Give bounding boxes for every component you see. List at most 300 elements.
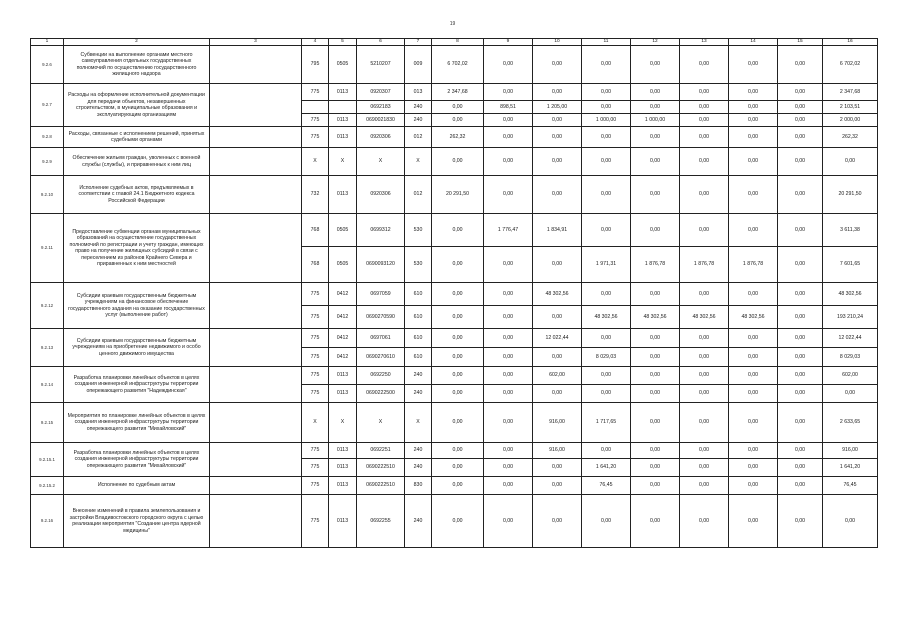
admin-code-cell: 775 bbox=[302, 443, 329, 459]
year-7-cell: 0,00 bbox=[729, 283, 778, 306]
year-1-cell: 0,00 bbox=[432, 367, 484, 385]
row-code: 9.2.8 bbox=[31, 127, 64, 148]
row-description: Исполнение по судебным актам bbox=[64, 477, 210, 495]
year-4-cell: 1 971,31 bbox=[582, 247, 631, 283]
target-code-cell: X bbox=[357, 403, 405, 443]
row-description: Расходы, связанные с исполнением решений, принятых судебными органами bbox=[64, 127, 210, 148]
year-1-cell: 6 702,02 bbox=[432, 46, 484, 84]
year-5-cell: 0,00 bbox=[631, 348, 680, 367]
year-7-cell: 0,00 bbox=[729, 114, 778, 127]
admin-code-cell: 775 bbox=[302, 329, 329, 348]
expense-type-cell: 240 bbox=[405, 101, 432, 114]
row-code: 9.2.14 bbox=[31, 367, 64, 403]
admin-code-cell: 775 bbox=[302, 114, 329, 127]
column-3-cell bbox=[210, 148, 302, 176]
column-3-cell bbox=[210, 477, 302, 495]
year-4-cell: 76,45 bbox=[582, 477, 631, 495]
total-cell: 8 029,03 bbox=[823, 348, 878, 367]
page-number: 19 bbox=[449, 21, 456, 27]
year-7-cell: 0,00 bbox=[729, 127, 778, 148]
year-1-cell: 0,00 bbox=[432, 214, 484, 247]
section-code-cell: 0113 bbox=[329, 367, 357, 385]
year-5-cell: 0,00 bbox=[631, 283, 680, 306]
year-3-cell: 0,00 bbox=[533, 148, 582, 176]
row-code: 9.2.12 bbox=[31, 283, 64, 329]
table-row bbox=[31, 443, 878, 459]
admin-code-cell: 775 bbox=[302, 385, 329, 403]
target-code-cell: 5210207 bbox=[357, 46, 405, 84]
year-1-cell: 0,00 bbox=[432, 495, 484, 548]
expense-type-cell: 012 bbox=[405, 127, 432, 148]
row-code: 9.2.16 bbox=[31, 495, 64, 548]
row-description: Внесение изменений в правила землепользования и застройки Владивостокского городского округа с целью реализации мероприятия "Создание центра ядерной медицины" bbox=[64, 495, 210, 548]
year-8-cell: 0,00 bbox=[778, 459, 823, 477]
year-1-cell: 0,00 bbox=[432, 101, 484, 114]
admin-code-cell: 768 bbox=[302, 214, 329, 247]
year-3-cell: 0,00 bbox=[533, 477, 582, 495]
year-8-cell: 0,00 bbox=[778, 329, 823, 348]
admin-code-cell: 775 bbox=[302, 306, 329, 329]
total-cell: 2 347,68 bbox=[823, 84, 878, 101]
admin-code-cell: 775 bbox=[302, 477, 329, 495]
year-5-cell: 0,00 bbox=[631, 148, 680, 176]
row-code: 9.2.13 bbox=[31, 329, 64, 367]
year-1-cell: 0,00 bbox=[432, 114, 484, 127]
year-4-cell: 0,00 bbox=[582, 214, 631, 247]
year-4-cell: 0,00 bbox=[582, 176, 631, 214]
year-5-cell: 0,00 bbox=[631, 84, 680, 101]
section-code-cell: 0113 bbox=[329, 385, 357, 403]
year-6-cell: 0,00 bbox=[680, 176, 729, 214]
expense-type-cell: 530 bbox=[405, 247, 432, 283]
expense-type-cell: X bbox=[405, 403, 432, 443]
year-8-cell: 0,00 bbox=[778, 46, 823, 84]
year-3-cell: 602,00 bbox=[533, 367, 582, 385]
total-cell: 602,00 bbox=[823, 367, 878, 385]
year-4-cell: 1 000,00 bbox=[582, 114, 631, 127]
admin-code-cell: X bbox=[302, 148, 329, 176]
year-2-cell: 0,00 bbox=[484, 385, 533, 403]
target-code-cell: 0690270610 bbox=[357, 348, 405, 367]
column-3-cell bbox=[210, 176, 302, 214]
admin-code-cell: 732 bbox=[302, 176, 329, 214]
year-1-cell: 0,00 bbox=[432, 459, 484, 477]
budget-table bbox=[30, 38, 878, 548]
year-3-cell: 0,00 bbox=[533, 247, 582, 283]
year-8-cell: 0,00 bbox=[778, 283, 823, 306]
year-8-cell: 0,00 bbox=[778, 443, 823, 459]
row-code: 9.2.6 bbox=[31, 46, 64, 84]
target-code-cell: X bbox=[357, 148, 405, 176]
column-header: 3 bbox=[210, 39, 302, 46]
year-5-cell: 0,00 bbox=[631, 329, 680, 348]
year-3-cell: 0,00 bbox=[533, 176, 582, 214]
year-8-cell: 0,00 bbox=[778, 176, 823, 214]
target-code-cell: 0692183 bbox=[357, 101, 405, 114]
year-4-cell: 0,00 bbox=[582, 329, 631, 348]
year-2-cell: 0,00 bbox=[484, 46, 533, 84]
year-1-cell: 0,00 bbox=[432, 403, 484, 443]
admin-code-cell: 775 bbox=[302, 367, 329, 385]
year-1-cell: 0,00 bbox=[432, 348, 484, 367]
year-5-cell: 0,00 bbox=[631, 459, 680, 477]
year-5-cell: 0,00 bbox=[631, 495, 680, 548]
column-header: 6 bbox=[357, 39, 405, 46]
section-code-cell: 0412 bbox=[329, 329, 357, 348]
column-3-cell bbox=[210, 127, 302, 148]
expense-type-cell: 830 bbox=[405, 477, 432, 495]
year-7-cell: 0,00 bbox=[729, 348, 778, 367]
section-code-cell: 0113 bbox=[329, 443, 357, 459]
year-5-cell: 0,00 bbox=[631, 101, 680, 114]
year-1-cell: 2 347,68 bbox=[432, 84, 484, 101]
year-2-cell: 0,00 bbox=[484, 348, 533, 367]
total-cell: 2 000,00 bbox=[823, 114, 878, 127]
section-code-cell: X bbox=[329, 148, 357, 176]
row-code: 9.2.15 bbox=[31, 403, 64, 443]
section-code-cell: 0113 bbox=[329, 459, 357, 477]
table-row bbox=[31, 283, 878, 306]
expense-type-cell: 013 bbox=[405, 84, 432, 101]
admin-code-cell: 775 bbox=[302, 127, 329, 148]
year-1-cell: 0,00 bbox=[432, 148, 484, 176]
column-header: 16 bbox=[823, 39, 878, 46]
year-5-cell: 48 302,56 bbox=[631, 306, 680, 329]
table-row bbox=[31, 84, 878, 101]
year-7-cell: 0,00 bbox=[729, 84, 778, 101]
admin-code-cell: X bbox=[302, 403, 329, 443]
row-description: Расходы на оформление исполнительной документации для передачи объектов, незавершенных строительством, в муниципальные образования и эксплуатирующим организациям bbox=[64, 84, 210, 127]
year-7-cell: 0,00 bbox=[729, 459, 778, 477]
year-8-cell: 0,00 bbox=[778, 84, 823, 101]
total-cell: 262,32 bbox=[823, 127, 878, 148]
year-7-cell: 0,00 bbox=[729, 385, 778, 403]
total-cell: 193 210,24 bbox=[823, 306, 878, 329]
total-cell: 0,00 bbox=[823, 495, 878, 548]
column-header: 9 bbox=[484, 39, 533, 46]
expense-type-cell: 009 bbox=[405, 46, 432, 84]
year-2-cell: 0,00 bbox=[484, 306, 533, 329]
year-3-cell: 916,00 bbox=[533, 403, 582, 443]
column-3-cell bbox=[210, 46, 302, 84]
year-6-cell: 0,00 bbox=[680, 459, 729, 477]
year-3-cell: 0,00 bbox=[533, 84, 582, 101]
year-6-cell: 0,00 bbox=[680, 495, 729, 548]
expense-type-cell: 610 bbox=[405, 329, 432, 348]
year-3-cell: 0,00 bbox=[533, 114, 582, 127]
expense-type-cell: 240 bbox=[405, 114, 432, 127]
year-6-cell: 0,00 bbox=[680, 477, 729, 495]
year-5-cell: 0,00 bbox=[631, 385, 680, 403]
section-code-cell: 0113 bbox=[329, 127, 357, 148]
expense-type-cell: 240 bbox=[405, 385, 432, 403]
target-code-cell: 0690222510 bbox=[357, 459, 405, 477]
year-8-cell: 0,00 bbox=[778, 127, 823, 148]
row-description: Субсидии краевым государственным бюджетным учреждениям на приобретение недвижимого и особо ценного движимого имущества bbox=[64, 329, 210, 367]
total-cell: 0,00 bbox=[823, 148, 878, 176]
target-code-cell: 0692250 bbox=[357, 367, 405, 385]
column-header: 5 bbox=[329, 39, 357, 46]
column-header: 7 bbox=[405, 39, 432, 46]
year-7-cell: 0,00 bbox=[729, 367, 778, 385]
row-code: 9.2.7 bbox=[31, 84, 64, 127]
year-4-cell: 0,00 bbox=[582, 367, 631, 385]
expense-type-cell: 530 bbox=[405, 214, 432, 247]
admin-code-cell: 768 bbox=[302, 247, 329, 283]
year-6-cell: 0,00 bbox=[680, 46, 729, 84]
year-7-cell: 0,00 bbox=[729, 329, 778, 348]
target-code-cell: 0690021830 bbox=[357, 114, 405, 127]
expense-type-cell: 610 bbox=[405, 348, 432, 367]
year-2-cell: 0,00 bbox=[484, 403, 533, 443]
expense-type-cell: 240 bbox=[405, 459, 432, 477]
row-description: Субвенции на выполнение органами местного самоуправления отдельных государственных полномочий по осуществлению государственного жилищного надзора bbox=[64, 46, 210, 84]
expense-type-cell: 012 bbox=[405, 176, 432, 214]
header-row bbox=[31, 39, 878, 46]
column-header: 11 bbox=[582, 39, 631, 46]
column-3-cell bbox=[210, 495, 302, 548]
year-8-cell: 0,00 bbox=[778, 385, 823, 403]
year-8-cell: 0,00 bbox=[778, 367, 823, 385]
row-description: Предоставление субвенции органам муниципальных образований на осуществление государственных полномочий по регистрации и учету граждан, имеющих право на получение жилищных субсидий в связи с переселением из районов Крайнего Севера и приравненных к ним местностей bbox=[64, 214, 210, 283]
section-code-cell bbox=[329, 101, 357, 114]
table-row bbox=[31, 367, 878, 385]
column-3-cell bbox=[210, 329, 302, 367]
year-4-cell: 0,00 bbox=[582, 46, 631, 84]
table-row bbox=[31, 148, 878, 176]
expense-type-cell: 610 bbox=[405, 306, 432, 329]
year-6-cell: 0,00 bbox=[680, 348, 729, 367]
section-code-cell: X bbox=[329, 403, 357, 443]
row-code: 9.2.15.2 bbox=[31, 477, 64, 495]
row-description: Обеспечение жильем граждан, уволенных с военной службы (службы), и приравненных к ним лиц bbox=[64, 148, 210, 176]
year-3-cell: 0,00 bbox=[533, 46, 582, 84]
year-1-cell: 0,00 bbox=[432, 283, 484, 306]
expense-type-cell: 240 bbox=[405, 495, 432, 548]
year-6-cell: 0,00 bbox=[680, 101, 729, 114]
row-description: Разработка планировки линейных объектов в целях создания инженерной инфраструктуры территории опережающего развития "Михайловский" bbox=[64, 443, 210, 477]
column-3-cell bbox=[210, 283, 302, 329]
target-code-cell: 0690270590 bbox=[357, 306, 405, 329]
row-description: Исполнение судебных актов, предъявляемых в соответствии с главой 24.1 Бюджетного кодекса Российской Федерации bbox=[64, 176, 210, 214]
column-header: 13 bbox=[680, 39, 729, 46]
section-code-cell: 0505 bbox=[329, 247, 357, 283]
total-cell: 916,00 bbox=[823, 443, 878, 459]
column-header: 2 bbox=[64, 39, 210, 46]
admin-code-cell: 795 bbox=[302, 46, 329, 84]
column-header: 4 bbox=[302, 39, 329, 46]
table-row bbox=[31, 329, 878, 348]
total-cell: 76,45 bbox=[823, 477, 878, 495]
row-description: Мероприятия по планировке линейных объектов в целях создания инженерной инфраструктуры территории опережающего развития "Михайловский" bbox=[64, 403, 210, 443]
year-6-cell: 48 302,56 bbox=[680, 306, 729, 329]
row-code: 9.2.10 bbox=[31, 176, 64, 214]
year-3-cell: 0,00 bbox=[533, 495, 582, 548]
section-code-cell: 0505 bbox=[329, 214, 357, 247]
target-code-cell: 0690093120 bbox=[357, 247, 405, 283]
row-code: 9.2.11 bbox=[31, 214, 64, 283]
year-8-cell: 0,00 bbox=[778, 114, 823, 127]
year-6-cell: 0,00 bbox=[680, 114, 729, 127]
year-7-cell: 0,00 bbox=[729, 101, 778, 114]
year-6-cell: 1 876,78 bbox=[680, 247, 729, 283]
year-5-cell: 0,00 bbox=[631, 46, 680, 84]
section-code-cell: 0113 bbox=[329, 477, 357, 495]
expense-type-cell: X bbox=[405, 148, 432, 176]
column-header: 1 bbox=[31, 39, 64, 46]
target-code-cell: 0920307 bbox=[357, 84, 405, 101]
admin-code-cell: 775 bbox=[302, 283, 329, 306]
section-code-cell: 0412 bbox=[329, 283, 357, 306]
admin-code-cell bbox=[302, 101, 329, 114]
total-cell: 7 601,65 bbox=[823, 247, 878, 283]
row-description: Разработка планировки линейных объектов в целях создания инженерной инфраструктуры территории опережающего развития "Надеждинская" bbox=[64, 367, 210, 403]
year-3-cell: 0,00 bbox=[533, 385, 582, 403]
year-5-cell: 0,00 bbox=[631, 127, 680, 148]
admin-code-cell: 775 bbox=[302, 84, 329, 101]
year-3-cell: 916,00 bbox=[533, 443, 582, 459]
admin-code-cell: 775 bbox=[302, 495, 329, 548]
year-8-cell: 0,00 bbox=[778, 477, 823, 495]
year-2-cell: 0,00 bbox=[484, 84, 533, 101]
year-4-cell: 0,00 bbox=[582, 148, 631, 176]
admin-code-cell: 775 bbox=[302, 459, 329, 477]
total-cell: 6 702,02 bbox=[823, 46, 878, 84]
total-cell: 2 103,51 bbox=[823, 101, 878, 114]
year-6-cell: 0,00 bbox=[680, 127, 729, 148]
year-5-cell: 1 876,78 bbox=[631, 247, 680, 283]
year-1-cell: 0,00 bbox=[432, 306, 484, 329]
year-4-cell: 0,00 bbox=[582, 495, 631, 548]
column-header: 10 bbox=[533, 39, 582, 46]
year-7-cell: 0,00 bbox=[729, 495, 778, 548]
section-code-cell: 0505 bbox=[329, 46, 357, 84]
target-code-cell: 0692255 bbox=[357, 495, 405, 548]
year-2-cell: 0,00 bbox=[484, 367, 533, 385]
table-row bbox=[31, 403, 878, 443]
year-2-cell: 0,00 bbox=[484, 477, 533, 495]
year-3-cell: 1 205,00 bbox=[533, 101, 582, 114]
total-cell: 1 641,20 bbox=[823, 459, 878, 477]
expense-type-cell: 240 bbox=[405, 443, 432, 459]
year-1-cell: 0,00 bbox=[432, 477, 484, 495]
year-5-cell: 0,00 bbox=[631, 443, 680, 459]
column-header: 8 bbox=[432, 39, 484, 46]
year-2-cell: 0,00 bbox=[484, 148, 533, 176]
year-5-cell: 0,00 bbox=[631, 403, 680, 443]
year-7-cell: 0,00 bbox=[729, 46, 778, 84]
column-3-cell bbox=[210, 367, 302, 403]
year-5-cell: 0,00 bbox=[631, 477, 680, 495]
target-code-cell: 0697061 bbox=[357, 329, 405, 348]
year-4-cell: 48 302,56 bbox=[582, 306, 631, 329]
year-3-cell: 0,00 bbox=[533, 348, 582, 367]
column-3-cell bbox=[210, 403, 302, 443]
total-cell: 20 291,50 bbox=[823, 176, 878, 214]
table-row bbox=[31, 127, 878, 148]
section-code-cell: 0113 bbox=[329, 114, 357, 127]
total-cell: 48 302,56 bbox=[823, 283, 878, 306]
year-6-cell: 0,00 bbox=[680, 283, 729, 306]
column-header: 14 bbox=[729, 39, 778, 46]
year-6-cell: 0,00 bbox=[680, 403, 729, 443]
year-7-cell: 0,00 bbox=[729, 403, 778, 443]
target-code-cell: 0920306 bbox=[357, 127, 405, 148]
year-3-cell: 0,00 bbox=[533, 306, 582, 329]
target-code-cell: 0699312 bbox=[357, 214, 405, 247]
column-header: 12 bbox=[631, 39, 680, 46]
year-6-cell: 0,00 bbox=[680, 385, 729, 403]
year-6-cell: 0,00 bbox=[680, 148, 729, 176]
year-4-cell: 0,00 bbox=[582, 101, 631, 114]
year-7-cell: 0,00 bbox=[729, 214, 778, 247]
year-2-cell: 0,00 bbox=[484, 283, 533, 306]
year-8-cell: 0,00 bbox=[778, 148, 823, 176]
year-5-cell: 1 000,00 bbox=[631, 114, 680, 127]
section-code-cell: 0412 bbox=[329, 306, 357, 329]
year-2-cell: 898,51 bbox=[484, 101, 533, 114]
total-cell: 2 633,65 bbox=[823, 403, 878, 443]
year-3-cell: 1 834,91 bbox=[533, 214, 582, 247]
year-1-cell: 20 291,50 bbox=[432, 176, 484, 214]
year-7-cell: 0,00 bbox=[729, 176, 778, 214]
year-6-cell: 0,00 bbox=[680, 367, 729, 385]
target-code-cell: 0690222500 bbox=[357, 385, 405, 403]
year-6-cell: 0,00 bbox=[680, 214, 729, 247]
target-code-cell: 0692251 bbox=[357, 443, 405, 459]
year-7-cell: 0,00 bbox=[729, 148, 778, 176]
table-row bbox=[31, 176, 878, 214]
column-3-cell bbox=[210, 443, 302, 477]
target-code-cell: 0920306 bbox=[357, 176, 405, 214]
year-4-cell: 0,00 bbox=[582, 385, 631, 403]
section-code-cell: 0113 bbox=[329, 84, 357, 101]
year-2-cell: 0,00 bbox=[484, 247, 533, 283]
year-2-cell: 0,00 bbox=[484, 329, 533, 348]
total-cell: 12 022,44 bbox=[823, 329, 878, 348]
year-5-cell: 0,00 bbox=[631, 176, 680, 214]
table-row bbox=[31, 214, 878, 247]
year-4-cell: 0,00 bbox=[582, 283, 631, 306]
section-code-cell: 0113 bbox=[329, 495, 357, 548]
year-8-cell: 0,00 bbox=[778, 214, 823, 247]
year-8-cell: 0,00 bbox=[778, 247, 823, 283]
year-5-cell: 0,00 bbox=[631, 367, 680, 385]
year-2-cell: 1 776,47 bbox=[484, 214, 533, 247]
column-3-cell bbox=[210, 214, 302, 283]
row-description: Субсидии краевым государственным бюджетным учреждениям на финансовое обеспечение государственного задания на оказание государственных услуг (выполнение работ) bbox=[64, 283, 210, 329]
year-8-cell: 0,00 bbox=[778, 495, 823, 548]
admin-code-cell: 775 bbox=[302, 348, 329, 367]
target-code-cell: 0690222510 bbox=[357, 477, 405, 495]
expense-type-cell: 240 bbox=[405, 367, 432, 385]
year-3-cell: 12 022,44 bbox=[533, 329, 582, 348]
year-6-cell: 0,00 bbox=[680, 443, 729, 459]
expense-type-cell: 610 bbox=[405, 283, 432, 306]
year-7-cell: 0,00 bbox=[729, 477, 778, 495]
year-5-cell: 0,00 bbox=[631, 214, 680, 247]
year-4-cell: 8 029,03 bbox=[582, 348, 631, 367]
section-code-cell: 0113 bbox=[329, 176, 357, 214]
year-7-cell: 48 302,56 bbox=[729, 306, 778, 329]
year-7-cell: 1 876,78 bbox=[729, 247, 778, 283]
year-4-cell: 0,00 bbox=[582, 127, 631, 148]
section-code-cell: 0412 bbox=[329, 348, 357, 367]
table-row bbox=[31, 46, 878, 84]
column-3-cell bbox=[210, 84, 302, 127]
year-4-cell: 0,00 bbox=[582, 443, 631, 459]
year-8-cell: 0,00 bbox=[778, 101, 823, 114]
